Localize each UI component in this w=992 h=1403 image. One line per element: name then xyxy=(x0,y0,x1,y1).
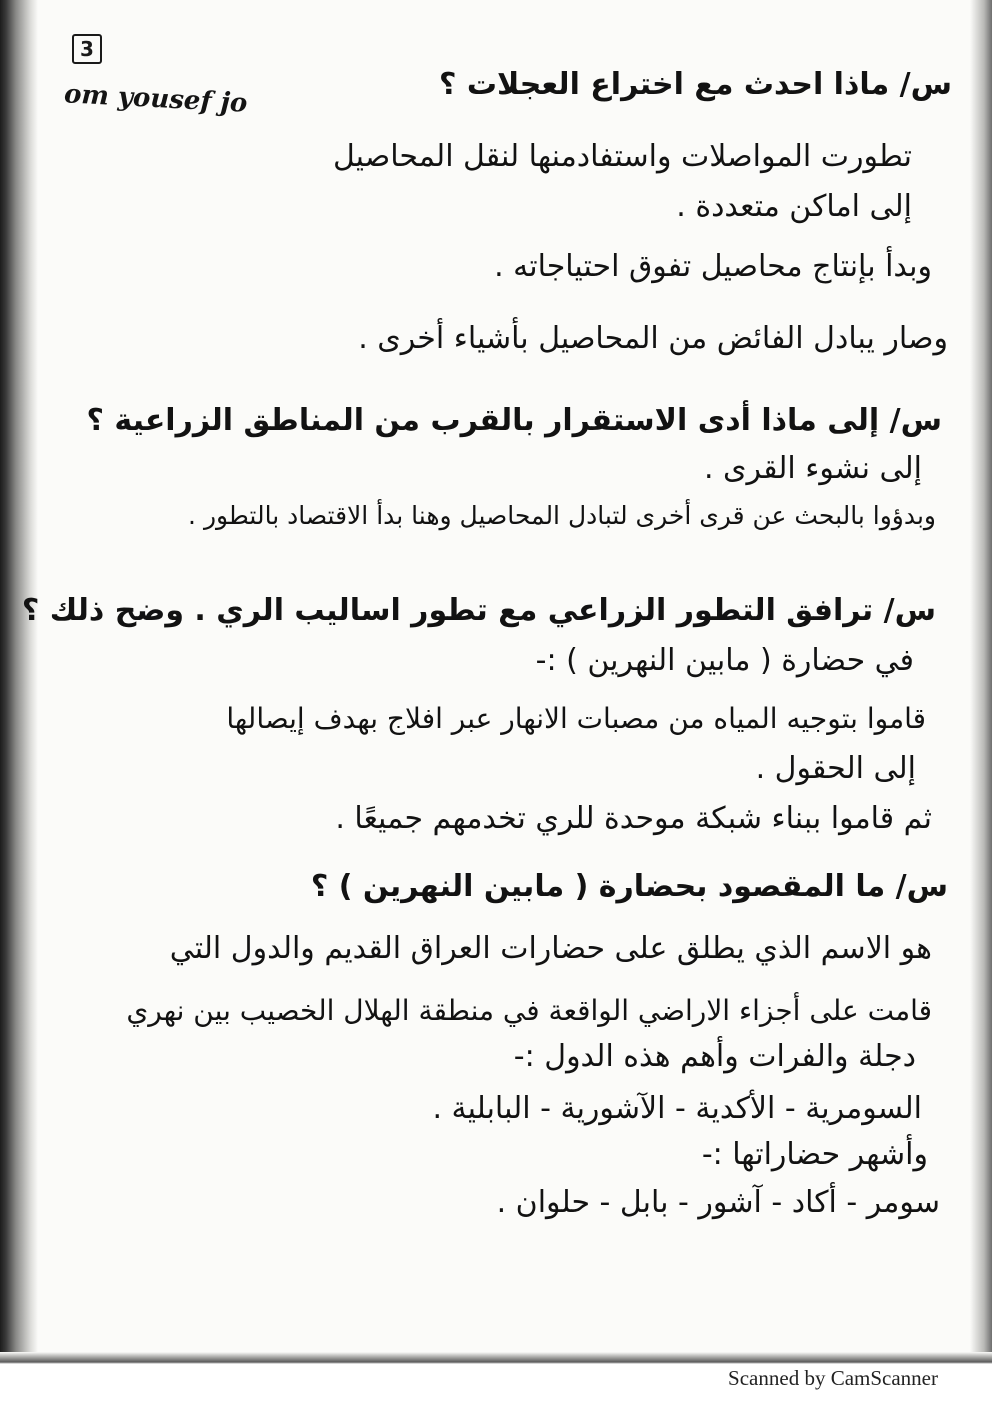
question-1: س/ ماذا احدث مع اختراع العجلات ؟ xyxy=(438,67,952,102)
answer-1-line-2: إلى اماكن متعددة . xyxy=(676,189,912,224)
page-number: 3 xyxy=(72,34,102,64)
scan-edge-bottom xyxy=(0,1352,992,1364)
answer-4-line-3: دجلة والفرات وأهم هذه الدول :- xyxy=(513,1039,916,1074)
answer-4-line-2: قامت على أجزاء الاراضي الواقعة في منطقة الهلال الخصيب بين نهري xyxy=(126,994,932,1027)
scanner-footer: Scanned by CamScanner xyxy=(728,1366,938,1390)
answer-2-line-2: وبدؤوا بالبحث عن قرى أخرى لتبادل المحاصيل وهنا بدأ الاقتصاد بالتطور . xyxy=(188,501,936,530)
scan-edge-right xyxy=(970,0,992,1362)
question-2: س/ إلى ماذا أدى الاستقرار بالقرب من المناطق الزراعية ؟ xyxy=(86,403,942,438)
question-3: س/ ترافق التطور الزراعي مع تطور اساليب الري . وضح ذلك ؟ xyxy=(21,593,936,628)
answer-1-line-1: تطورت المواصلات واستفادمنها لنقل المحاصيل xyxy=(332,139,912,174)
question-4: س/ ما المقصود بحضارة ( مابين النهرين ) ؟ xyxy=(310,869,948,904)
answer-3-line-3: إلى الحقول . xyxy=(755,751,916,786)
answer-2-line-1: إلى نشوء القرى . xyxy=(703,451,922,486)
answer-1-line-3: وبدأ بإنتاج محاصيل تفوق احتياجاته . xyxy=(494,249,932,284)
author-signature: om yousef jo xyxy=(63,79,249,119)
answer-4-line-4: السومرية - الأكدية - الآشورية - البابلية . xyxy=(432,1091,922,1126)
answer-3-line-1: في حضارة ( مابين النهرين ) :- xyxy=(535,643,914,678)
answer-4-line-1: هو الاسم الذي يطلق على حضارات العراق القديم والدول التي xyxy=(169,931,932,966)
answer-3-line-4: ثم قاموا ببناء شبكة موحدة للري تخدمهم جميعًا . xyxy=(335,801,932,836)
answer-4-line-6: سومر - أكاد - آشور - بابل - حلوان . xyxy=(496,1185,940,1220)
answer-1-line-4: وصار يبادل الفائض من المحاصيل بأشياء أخرى . xyxy=(358,321,948,356)
scan-edge-left xyxy=(0,0,38,1362)
answer-3-line-2: قاموا بتوجيه المياه من مصبات الانهار عبر افلاج بهدف إيصالها xyxy=(226,702,926,735)
answer-4-line-5: وأشهر حضاراتها :- xyxy=(701,1137,928,1172)
